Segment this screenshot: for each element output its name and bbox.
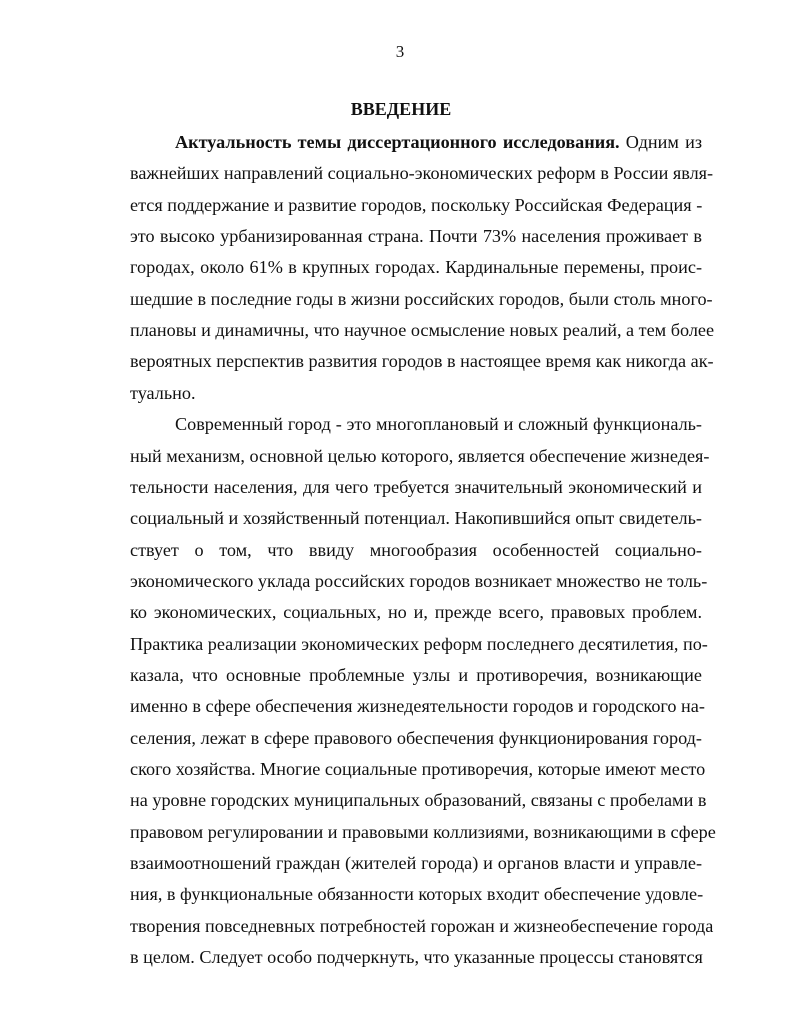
line-text: тельности населения, для чего требуется значительный экономический и [130,476,702,497]
line-text: туально. [130,382,196,403]
line-text: казала, что основные проблемные узлы и противоречия, возникающие [130,664,702,685]
text-line [130,504,702,532]
bold-lead: Актуальность темы диссертационного исследования. [175,132,620,152]
text-line [130,379,702,407]
text-line [130,253,702,281]
text-line [130,849,702,877]
text-line [130,630,708,658]
line-text: вероятных перспектив развития городов в настоящее время как никогда ак- [130,351,714,372]
text-line [130,222,702,250]
line-text: шедшие в последние годы в жизни российских городов, были столь много- [130,288,713,309]
text-line [130,661,702,689]
text-line [130,912,714,940]
line-text: городах, около 61% в крупных городах. Кардинальные перемены, проис- [130,257,702,278]
text-line [130,536,702,564]
line-text: правовом регулировании и правовыми коллизиями, возникающими в сфере [130,821,716,842]
text-line [130,943,702,971]
line-text: социальный и хозяйственный потенциал. Накопившийся опыт свидетель- [130,508,702,529]
text-line [175,128,702,156]
text-line [130,692,705,720]
text-line [130,442,710,470]
text-line [130,755,706,783]
line-text: на уровне городских муниципальных образований, связаны с пробелами в [130,790,707,811]
text-line [130,473,702,501]
page-number: 3 [395,42,405,61]
line-text: Современный город - это многоплановый и сложный функциональ- [175,414,702,435]
text-line [130,347,714,375]
line-text: ния, в функциональные обязанности которых входит обеспечение удовле- [130,884,704,905]
line-text: это высоко урбанизированная страна. Почти 73% населения проживает в [130,226,702,247]
line-text: плановы и динамичны, что научное осмысление новых реалий, а тем более [130,320,715,341]
text-line [130,880,702,908]
line-text: в целом. Следует особо подчеркнуть, что указанные процессы становятся [130,947,703,968]
text-line [130,316,715,344]
line-text: ется поддержание и развитие городов, поскольку Российская Федерация - [130,194,703,215]
text-line [130,191,702,219]
line-text: важнейших направлений социально-экономических реформ в России явля- [130,163,714,184]
line-text: экономического уклада российских городов возникает множество не толь- [130,570,708,591]
text-line [130,786,707,814]
line-text: ствует о том, что ввиду многообразия особенностей социально- [130,539,702,560]
line-text: ко экономических, социальных, но и, прежде всего, правовых проблем. [130,602,702,623]
line-text: ского хозяйства. Многие социальные противоречия, которые имеют место [130,759,706,779]
line-text: взаимоотношений граждан (жителей города) и органов власти и управле- [130,853,702,874]
line-text: ный механизм, основной целью которого, является обеспечение жизнедея- [130,445,710,466]
line-text: творения повседневных потребностей горожан и жизнеобеспечение города [130,915,714,936]
line-text: селения, лежат в сфере правового обеспечения функционирования город- [130,727,702,748]
text-line [130,724,702,752]
line-text: именно в сфере обеспечения жизнедеятельности городов и городского на- [130,696,705,717]
text-line [130,159,714,187]
text-line [130,818,716,846]
section-title: ВВЕДЕНИЕ [350,99,452,119]
text-line [175,410,702,438]
line-text: Одним из [619,132,702,152]
text-line [130,598,702,626]
text-line [130,567,708,595]
text-line [130,285,713,313]
line-text: Практика реализации экономических реформ последнего десятилетия, по- [130,633,708,654]
